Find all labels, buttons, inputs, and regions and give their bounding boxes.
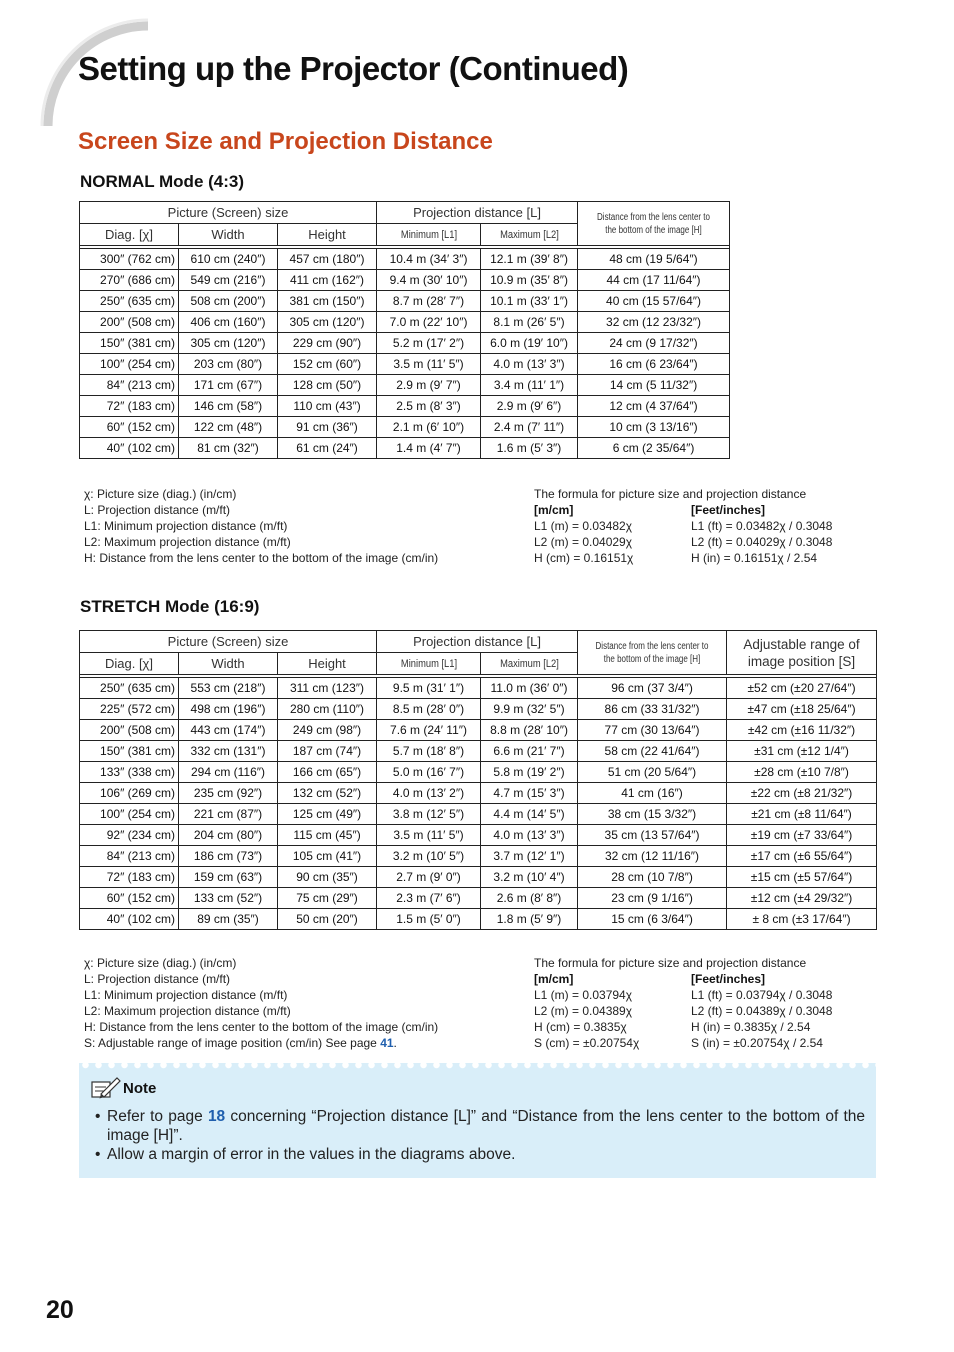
- cell-maximum: 11.0 m (36′ 0″): [481, 678, 578, 699]
- table-row: [80, 270, 730, 291]
- cell-maximum: 12.1 m (39′ 8″): [481, 249, 578, 270]
- table-row: [80, 333, 730, 354]
- cell-height: 115 cm (45″): [278, 825, 377, 846]
- legend-line: L: Projection distance (m/ft): [84, 503, 231, 517]
- normal-mode-table: [79, 201, 730, 459]
- formula-line: L2 (m) = 0.04389χ: [534, 1004, 633, 1018]
- formula-line: S (cm) = ±0.20754χ: [534, 1036, 640, 1050]
- stretch-legend: [84, 955, 438, 1051]
- cell-lens-distance: 6 cm (2 35/64″): [578, 438, 730, 459]
- cell-maximum: 6.0 m (19′ 10″): [481, 333, 578, 354]
- header-lens-distance: Distance from the lens center to the bottom of the image [H]: [578, 202, 730, 246]
- cell-width: 133 cm (52″): [179, 888, 278, 909]
- cell-width: 235 cm (92″): [179, 783, 278, 804]
- cell-diag: 40″ (102 cm): [80, 438, 179, 459]
- formula-title: The formula for picture size and projection distance: [534, 487, 807, 501]
- note-dots-decoration: [79, 1063, 876, 1071]
- cell-height: 132 cm (52″): [278, 783, 377, 804]
- cell-maximum: 3.4 m (11′ 1″): [481, 375, 578, 396]
- cell-diag: 250″ (635 cm): [80, 678, 179, 699]
- note-label: Note: [123, 1079, 157, 1097]
- cell-maximum: 10.1 m (33′ 1″): [481, 291, 578, 312]
- table-row: [80, 846, 877, 867]
- stretch-table-body: [80, 678, 877, 930]
- cell-minimum: 2.5 m (8′ 3″): [377, 396, 481, 417]
- formula-line: L1 (m) = 0.03794χ: [534, 988, 633, 1002]
- cell-width: 171 cm (67″): [179, 375, 278, 396]
- header-maximum: Maximum [L2]: [488, 224, 570, 246]
- cell-minimum: 3.8 m (12′ 5″): [377, 804, 481, 825]
- cell-lens-distance: 32 cm (12 11/16″): [578, 846, 727, 867]
- legend-line: L2: Maximum projection distance (m/ft): [84, 535, 291, 549]
- note-item-text: Allow a margin of error in the values in the diagrams above.: [107, 1146, 516, 1163]
- table-row: [80, 741, 877, 762]
- cell-maximum: 2.6 m (8′ 8″): [481, 888, 578, 909]
- cell-diag: 72″ (183 cm): [80, 867, 179, 888]
- cell-height: 50 cm (20″): [278, 909, 377, 930]
- cell-maximum: 4.4 m (14′ 5″): [481, 804, 578, 825]
- header-width: Width: [179, 224, 278, 246]
- cell-adjustable-range: ±52 cm (±20 27/64″): [727, 678, 877, 699]
- cell-maximum: 4.0 m (13′ 3″): [481, 825, 578, 846]
- cell-height: 128 cm (50″): [278, 375, 377, 396]
- formula-line: L2 (ft) = 0.04389χ / 0.3048: [691, 1004, 833, 1018]
- table-row: [80, 762, 877, 783]
- cell-lens-distance: 15 cm (6 3/64″): [578, 909, 727, 930]
- cell-width: 122 cm (48″): [179, 417, 278, 438]
- cell-height: 229 cm (90″): [278, 333, 377, 354]
- cell-minimum: 10.4 m (34′ 3″): [377, 249, 481, 270]
- normal-formula: [534, 486, 848, 566]
- normal-table-body: [80, 249, 730, 459]
- cell-diag: 150″ (381 cm): [80, 741, 179, 762]
- formula-line: L1 (m) = 0.03482χ: [534, 519, 633, 533]
- stretch-formula: [534, 955, 848, 1051]
- formula-metric-head: [m/cm]: [534, 503, 574, 517]
- cell-height: 457 cm (180″): [278, 249, 377, 270]
- cell-lens-distance: 14 cm (5 11/32″): [578, 375, 730, 396]
- formula-imperial-head: [Feet/inches]: [691, 972, 766, 986]
- legend-line: L2: Maximum projection distance (m/ft): [84, 1004, 291, 1018]
- header-height: Height: [278, 224, 377, 246]
- cell-minimum: 2.7 m (9′ 0″): [377, 867, 481, 888]
- header-picture-size: Picture (Screen) size: [80, 202, 377, 224]
- cell-maximum: 5.8 m (19′ 2″): [481, 762, 578, 783]
- cell-maximum: 10.9 m (35′ 8″): [481, 270, 578, 291]
- cell-adjustable-range: ±22 cm (±8 21/32″): [727, 783, 877, 804]
- header-minimum: Minimum [L1]: [384, 653, 472, 675]
- cell-minimum: 4.0 m (13′ 2″): [377, 783, 481, 804]
- cell-maximum: 3.2 m (10′ 4″): [481, 867, 578, 888]
- table-row: [80, 783, 877, 804]
- legend-line: L: Projection distance (m/ft): [84, 972, 231, 986]
- cell-maximum: 4.7 m (15′ 3″): [481, 783, 578, 804]
- legend-line: H: Distance from the lens center to the bottom of the image (cm/in): [84, 551, 439, 565]
- table-row: [80, 804, 877, 825]
- cell-height: 305 cm (120″): [278, 312, 377, 333]
- cell-height: 125 cm (49″): [278, 804, 377, 825]
- legend-s-text: S: Adjustable range of image position (cm/in) See page: [84, 1036, 381, 1050]
- table-row: [80, 699, 877, 720]
- cell-height: 311 cm (123″): [278, 678, 377, 699]
- header-minimum: Minimum [L1]: [384, 224, 472, 246]
- cell-width: 508 cm (200″): [179, 291, 278, 312]
- cell-minimum: 2.1 m (6′ 10″): [377, 417, 481, 438]
- cell-lens-distance: 35 cm (13 57/64″): [578, 825, 727, 846]
- cell-adjustable-range: ±19 cm (±7 33/64″): [727, 825, 877, 846]
- stretch-mode-heading: STRETCH Mode (16:9): [80, 597, 260, 616]
- cell-adjustable-range: ±17 cm (±6 55/64″): [727, 846, 877, 867]
- note-item-text: concerning “Projection distance [L]” and “Distance from the lens center to the bottom of the image [H]”.: [107, 1108, 866, 1144]
- cell-minimum: 1.4 m (4′ 7″): [377, 438, 481, 459]
- header-width: Width: [179, 653, 278, 675]
- cell-lens-distance: 86 cm (33 31/32″): [578, 699, 727, 720]
- cell-minimum: 8.5 m (28′ 0″): [377, 699, 481, 720]
- cell-lens-distance: 51 cm (20 5/64″): [578, 762, 727, 783]
- cell-height: 105 cm (41″): [278, 846, 377, 867]
- cell-adjustable-range: ±31 cm (±12 1/4″): [727, 741, 877, 762]
- page-link-41[interactable]: 41: [380, 1036, 394, 1050]
- note-header: [89, 1075, 156, 1101]
- cell-lens-distance: 48 cm (19 5/64″): [578, 249, 730, 270]
- cell-lens-distance: 58 cm (22 41/64″): [578, 741, 727, 762]
- note-item: • Allow a margin of error in the values in the diagrams above.: [95, 1146, 516, 1163]
- cell-width: 549 cm (216″): [179, 270, 278, 291]
- cell-adjustable-range: ±15 cm (±5 57/64″): [727, 867, 877, 888]
- cell-lens-distance: 16 cm (6 23/64″): [578, 354, 730, 375]
- cell-diag: 300″ (762 cm): [80, 249, 179, 270]
- cell-width: 305 cm (120″): [179, 333, 278, 354]
- cell-diag: 250″ (635 cm): [80, 291, 179, 312]
- page-title: Setting up the Projector (Continued): [78, 50, 629, 87]
- cell-diag: 60″ (152 cm): [80, 888, 179, 909]
- header-projection-distance: Projection distance [L]: [377, 631, 578, 653]
- cell-minimum: 5.0 m (16′ 7″): [377, 762, 481, 783]
- normal-mode-heading: NORMAL Mode (4:3): [80, 172, 245, 191]
- formula-line: H (in) = 0.16151χ / 2.54: [691, 551, 818, 565]
- table-row: [80, 867, 877, 888]
- cell-lens-distance: 44 cm (17 11/64″): [578, 270, 730, 291]
- header-projection-distance: Projection distance [L]: [377, 202, 578, 224]
- formula-line: H (in) = 0.3835χ / 2.54: [691, 1020, 811, 1034]
- cell-height: 110 cm (43″): [278, 396, 377, 417]
- header-picture-size: Picture (Screen) size: [80, 631, 377, 653]
- cell-adjustable-range: ±28 cm (±10 7/8″): [727, 762, 877, 783]
- cell-width: 332 cm (131″): [179, 741, 278, 762]
- cell-height: 90 cm (35″): [278, 867, 377, 888]
- header-adjustable-range: Adjustable range of image position [S]: [727, 631, 877, 675]
- cell-minimum: 9.4 m (30′ 10″): [377, 270, 481, 291]
- legend-line: L1: Minimum projection distance (m/ft): [84, 988, 288, 1002]
- cell-width: 204 cm (80″): [179, 825, 278, 846]
- cell-minimum: 7.0 m (22′ 10″): [377, 312, 481, 333]
- header-diag: Diag. [χ]: [80, 653, 179, 675]
- cell-height: 152 cm (60″): [278, 354, 377, 375]
- table-row: [80, 249, 730, 270]
- cell-diag: 72″ (183 cm): [80, 396, 179, 417]
- cell-minimum: 3.5 m (11′ 5″): [377, 825, 481, 846]
- cell-adjustable-range: ± 8 cm (±3 17/64″): [727, 909, 877, 930]
- formula-line: S (in) = ±0.20754χ / 2.54: [691, 1036, 823, 1050]
- header-height: Height: [278, 653, 377, 675]
- cell-lens-distance: 23 cm (9 1/16″): [578, 888, 727, 909]
- cell-minimum: 1.5 m (5′ 0″): [377, 909, 481, 930]
- legend-line: H: Distance from the lens center to the bottom of the image (cm/in): [84, 1020, 439, 1034]
- cell-minimum: 8.7 m (28′ 7″): [377, 291, 481, 312]
- formula-metric-head: [m/cm]: [534, 972, 574, 986]
- cell-width: 443 cm (174″): [179, 720, 278, 741]
- table-row: [80, 678, 877, 699]
- cell-minimum: 5.2 m (17′ 2″): [377, 333, 481, 354]
- table-row: [80, 291, 730, 312]
- cell-maximum: 6.6 m (21′ 7″): [481, 741, 578, 762]
- note-list: [95, 1107, 865, 1164]
- table-row: [80, 354, 730, 375]
- cell-diag: 84″ (213 cm): [80, 846, 179, 867]
- cell-height: 249 cm (98″): [278, 720, 377, 741]
- cell-width: 89 cm (35″): [179, 909, 278, 930]
- cell-diag: 60″ (152 cm): [80, 417, 179, 438]
- cell-diag: 100″ (254 cm): [80, 804, 179, 825]
- cell-height: 91 cm (36″): [278, 417, 377, 438]
- legend-line-s: [84, 1035, 438, 1051]
- cell-diag: 150″ (381 cm): [80, 333, 179, 354]
- stretch-mode-table: [79, 630, 877, 930]
- cell-minimum: 9.5 m (31′ 1″): [377, 678, 481, 699]
- cell-diag: 92″ (234 cm): [80, 825, 179, 846]
- table-row: [80, 375, 730, 396]
- cell-lens-distance: 12 cm (4 37/64″): [578, 396, 730, 417]
- cell-diag: 200″ (508 cm): [80, 720, 179, 741]
- cell-adjustable-range: ±12 cm (±4 29/32″): [727, 888, 877, 909]
- table-row: [80, 312, 730, 333]
- note-item: • Refer to page 18 concerning “Projection distance [L]” and “Distance from the lens center to the bottom of the image [H]”.: [95, 1108, 866, 1144]
- cell-width: 498 cm (196″): [179, 699, 278, 720]
- legend-line: χ: Picture size (diag.) (in/cm): [84, 956, 237, 970]
- legend-s-suffix: .: [393, 1036, 397, 1050]
- cell-adjustable-range: ±42 cm (±16 11/32″): [727, 720, 877, 741]
- cell-lens-distance: 32 cm (12 23/32″): [578, 312, 730, 333]
- cell-diag: 133″ (338 cm): [80, 762, 179, 783]
- cell-maximum: 1.8 m (5′ 9″): [481, 909, 578, 930]
- cell-height: 280 cm (110″): [278, 699, 377, 720]
- formula-line: L2 (ft) = 0.04029χ / 0.3048: [691, 535, 833, 549]
- cell-lens-distance: 38 cm (15 3/32″): [578, 804, 727, 825]
- note-box: [79, 1063, 876, 1178]
- cell-height: 75 cm (29″): [278, 888, 377, 909]
- cell-diag: 40″ (102 cm): [80, 909, 179, 930]
- cell-width: 610 cm (240″): [179, 249, 278, 270]
- cell-minimum: 2.9 m (9′ 7″): [377, 375, 481, 396]
- legend-line: L1: Minimum projection distance (m/ft): [84, 519, 288, 533]
- cell-adjustable-range: ±21 cm (±8 11/64″): [727, 804, 877, 825]
- cell-height: 166 cm (65″): [278, 762, 377, 783]
- header-lens-distance: Distance from the lens center to the bottom of the image [H]: [578, 631, 727, 675]
- cell-lens-distance: 10 cm (3 13/16″): [578, 417, 730, 438]
- header-diag: Diag. [χ]: [80, 224, 179, 246]
- table-row: [80, 417, 730, 438]
- cell-lens-distance: 96 cm (37 3/4″): [578, 678, 727, 699]
- cell-lens-distance: 77 cm (30 13/64″): [578, 720, 727, 741]
- formula-imperial-head: [Feet/inches]: [691, 503, 766, 517]
- cell-width: 81 cm (32″): [179, 438, 278, 459]
- cell-diag: 200″ (508 cm): [80, 312, 179, 333]
- cell-maximum: 8.8 m (28′ 10″): [481, 720, 578, 741]
- cell-minimum: 2.3 m (7′ 6″): [377, 888, 481, 909]
- cell-width: 406 cm (160″): [179, 312, 278, 333]
- cell-maximum: 8.1 m (26′ 5″): [481, 312, 578, 333]
- formula-line: L1 (ft) = 0.03794χ / 0.3048: [691, 988, 833, 1002]
- cell-minimum: 3.5 m (11′ 5″): [377, 354, 481, 375]
- note-item-text: Refer to page: [107, 1108, 208, 1125]
- cell-diag: 270″ (686 cm): [80, 270, 179, 291]
- pencil-note-icon: [89, 1075, 123, 1101]
- page-link-18[interactable]: 18: [207, 1108, 226, 1125]
- cell-lens-distance: 28 cm (10 7/8″): [578, 867, 727, 888]
- legend-line: χ: Picture size (diag.) (in/cm): [84, 487, 237, 501]
- cell-height: 411 cm (162″): [278, 270, 377, 291]
- cell-lens-distance: 41 cm (16″): [578, 783, 727, 804]
- table-row: [80, 438, 730, 459]
- formula-title: The formula for picture size and projection distance: [534, 956, 807, 970]
- formula-line: H (cm) = 0.3835χ: [534, 1020, 627, 1034]
- table-row: [80, 720, 877, 741]
- cell-width: 553 cm (218″): [179, 678, 278, 699]
- cell-maximum: 4.0 m (13′ 3″): [481, 354, 578, 375]
- cell-height: 61 cm (24″): [278, 438, 377, 459]
- cell-minimum: 5.7 m (18′ 8″): [377, 741, 481, 762]
- cell-height: 187 cm (74″): [278, 741, 377, 762]
- cell-width: 159 cm (63″): [179, 867, 278, 888]
- cell-maximum: 2.9 m (9′ 6″): [481, 396, 578, 417]
- table-row: [80, 909, 877, 930]
- table-row: [80, 396, 730, 417]
- cell-adjustable-range: ±47 cm (±18 25/64″): [727, 699, 877, 720]
- cell-width: 186 cm (73″): [179, 846, 278, 867]
- cell-diag: 100″ (254 cm): [80, 354, 179, 375]
- cell-maximum: 9.9 m (32′ 5″): [481, 699, 578, 720]
- cell-width: 221 cm (87″): [179, 804, 278, 825]
- formula-line: H (cm) = 0.16151χ: [534, 551, 634, 565]
- cell-maximum: 1.6 m (5′ 3″): [481, 438, 578, 459]
- header-maximum: Maximum [L2]: [488, 653, 570, 675]
- cell-diag: 84″ (213 cm): [80, 375, 179, 396]
- page-number: 20: [46, 1296, 74, 1324]
- cell-diag: 106″ (269 cm): [80, 783, 179, 804]
- cell-width: 203 cm (80″): [179, 354, 278, 375]
- cell-maximum: 3.7 m (12′ 1″): [481, 846, 578, 867]
- normal-legend: [84, 486, 438, 566]
- cell-height: 381 cm (150″): [278, 291, 377, 312]
- cell-width: 294 cm (116″): [179, 762, 278, 783]
- table-row: [80, 825, 877, 846]
- cell-minimum: 7.6 m (24′ 11″): [377, 720, 481, 741]
- cell-lens-distance: 40 cm (15 57/64″): [578, 291, 730, 312]
- cell-width: 146 cm (58″): [179, 396, 278, 417]
- cell-minimum: 3.2 m (10′ 5″): [377, 846, 481, 867]
- cell-lens-distance: 24 cm (9 17/32″): [578, 333, 730, 354]
- formula-line: L2 (m) = 0.04029χ: [534, 535, 633, 549]
- cell-maximum: 2.4 m (7′ 11″): [481, 417, 578, 438]
- formula-line: L1 (ft) = 0.03482χ / 0.3048: [691, 519, 833, 533]
- section-title: Screen Size and Projection Distance: [78, 128, 493, 155]
- cell-diag: 225″ (572 cm): [80, 699, 179, 720]
- table-row: [80, 888, 877, 909]
